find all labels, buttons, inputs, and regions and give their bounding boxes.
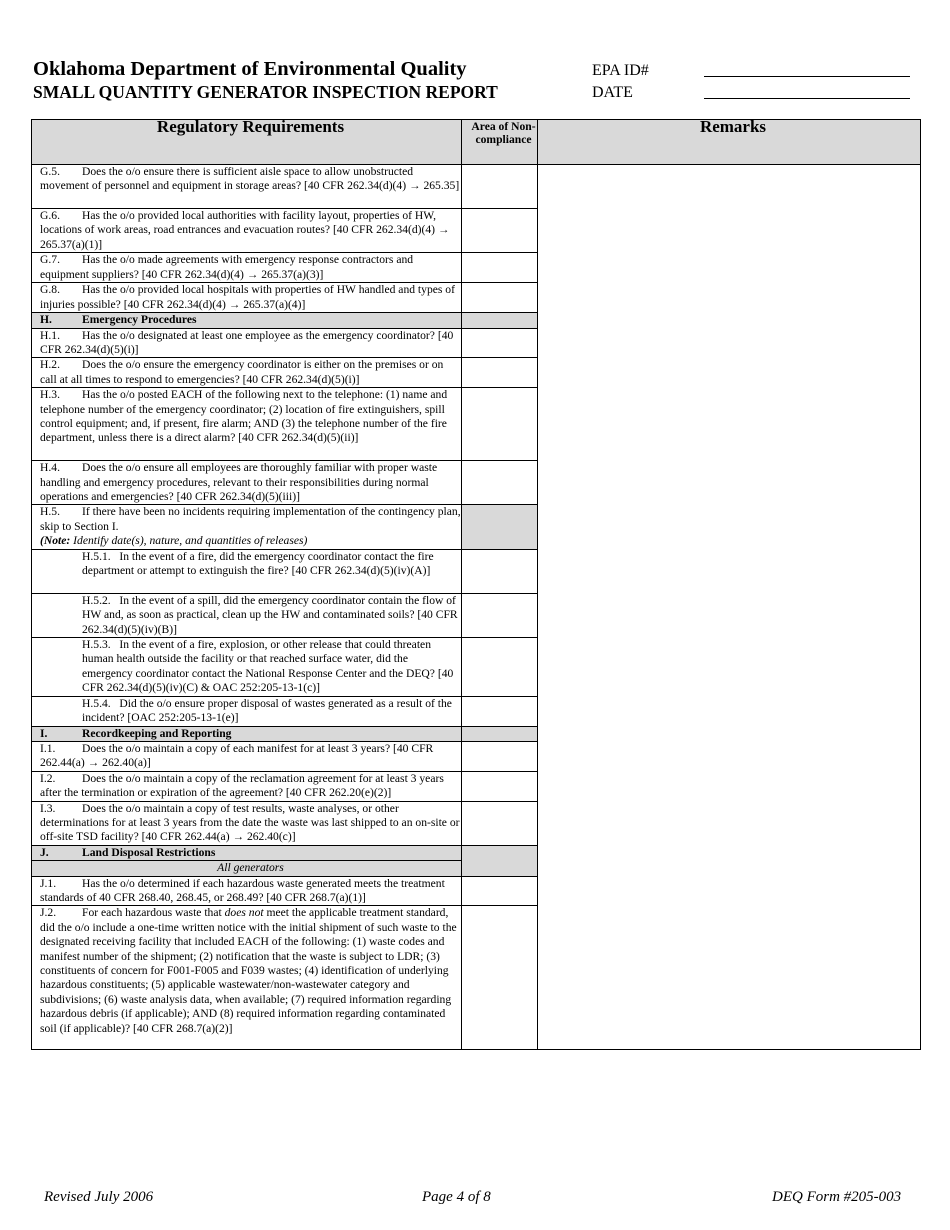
section-heading xyxy=(32,313,462,328)
note-body: Identify date(s), nature, and quantities of releases) xyxy=(73,534,308,548)
item-text: Has the o/o designated at least one employee as the emergency coordinator? [40 CFR 262.34(d)(5)(i)] xyxy=(40,328,454,357)
report-title: SMALL QUANTITY GENERATOR INSPECTION REPORT xyxy=(33,82,498,102)
section-number: H. xyxy=(40,313,52,327)
table-header-row xyxy=(32,120,921,165)
requirement-cell xyxy=(32,165,462,209)
item-number: H.5. xyxy=(40,505,60,519)
requirement-cell xyxy=(32,771,462,801)
section-number: J. xyxy=(40,845,49,859)
date-label: DATE xyxy=(592,84,633,101)
item-number: I.1. xyxy=(40,741,56,755)
item-text-emphasis: does not xyxy=(224,906,264,920)
requirement-cell xyxy=(32,253,462,283)
item-text: Does the o/o ensure the emergency coordinator is either on the premises or on call at all times to respond to emergencies? [40 CFR 262.34(d)(5)(i)] xyxy=(40,358,444,386)
requirement-cell xyxy=(32,209,462,253)
item-text: In the event of a fire, did the emergency coordinator contact the fire department or attempt to extinguish the fire? [40 CFR 262.34(d)(5)(iv)(A)] xyxy=(82,549,434,578)
item-text: Has the o/o provided local hospitals with properties of HW handled and types of injuries possible? [40 CFR 262.34(d)(4) → 265.37(a)(4)] xyxy=(40,283,455,311)
noncompliance-cell[interactable] xyxy=(462,253,538,283)
noncompliance-cell[interactable] xyxy=(462,876,538,906)
item-text: Has the o/o determined if each hazardous waste generated meets the treatment standards of 40 CFR 268.40, 268.45, or 268.49? [40 CFR 268.7(a)(1)] xyxy=(40,876,445,904)
requirement-cell xyxy=(32,637,462,696)
section-title: Recordkeeping and Reporting xyxy=(82,726,232,740)
item-number: H.4. xyxy=(40,461,60,475)
noncompliance-cell xyxy=(462,313,538,328)
footer-form-number: DEQ Form #205-003 xyxy=(772,1189,902,1205)
noncompliance-cell[interactable] xyxy=(462,358,538,388)
column-header-area: Area of Non-compliance xyxy=(462,120,538,165)
item-number: G.6. xyxy=(40,209,60,222)
epa-id-field xyxy=(592,62,912,84)
noncompliance-cell[interactable] xyxy=(462,283,538,313)
requirement-cell xyxy=(32,593,462,637)
item-text: In the event of a spill, did the emergency coordinator contain the flow of HW and, as soon as practical, clean up the HW and contaminated soils? [40 CFR 262.34(d)(5)(iv)(B)] xyxy=(82,593,458,636)
document-header xyxy=(33,58,498,103)
item-number: H.5.1. xyxy=(82,549,111,563)
column-header-remarks: Remarks xyxy=(538,120,921,165)
item-text: Did the o/o ensure proper disposal of wastes generated as a result of the incident? [OAC 252:205-13-1(e)] xyxy=(82,696,452,724)
noncompliance-cell[interactable] xyxy=(462,593,538,637)
item-text: Does the o/o maintain a copy of each manifest for at least 3 years? [40 CFR 262.44(a) → 262.40(a)] xyxy=(40,741,434,770)
requirement-cell xyxy=(32,549,462,593)
item-number: I.3. xyxy=(40,801,56,815)
item-text: If there have been no incidents requiring implementation of the contingency plan, skip to Section I. xyxy=(40,505,461,533)
item-text: Has the o/o made agreements with emergency response contractors and equipment suppliers? [40 CFR 262.34(d)(4) → 265.37(a)(3)] xyxy=(40,253,414,281)
header-fields xyxy=(592,62,912,106)
inspection-table xyxy=(31,119,921,1050)
noncompliance-cell[interactable] xyxy=(462,461,538,505)
noncompliance-cell[interactable] xyxy=(462,906,538,1050)
item-number: G.5. xyxy=(40,165,60,178)
item-number: J.2. xyxy=(40,906,57,920)
noncompliance-cell xyxy=(462,845,538,876)
section-title: Land Disposal Restrictions xyxy=(82,845,216,859)
note-text xyxy=(40,534,307,547)
item-text: Has the o/o provided local authorities with facility layout, properties of HW, locations of work areas, road entrances and evacuation routes? [40 CFR 262.34(d)(4) → 265.37(a)(1)] xyxy=(40,209,450,251)
table-row xyxy=(32,165,921,209)
column-header-requirements: Regulatory Requirements xyxy=(32,120,462,165)
noncompliance-cell[interactable] xyxy=(462,741,538,771)
item-text: Does the o/o ensure there is sufficient aisle space to allow unobstructed movement of personnel and equipment in storage areas? [40 CFR 262.34(d)(4) → 265.35] xyxy=(40,165,460,193)
requirement-cell xyxy=(32,283,462,313)
requirement-cell xyxy=(32,741,462,771)
section-heading xyxy=(32,726,462,741)
note-label: (Note: xyxy=(40,534,71,548)
item-number: H.3. xyxy=(40,388,60,402)
footer-revised: Revised July 2006 xyxy=(44,1189,154,1205)
item-number: H.1. xyxy=(40,328,60,342)
noncompliance-cell xyxy=(462,505,538,549)
epa-id-label: EPA ID# xyxy=(592,62,649,79)
item-number: G.7. xyxy=(40,253,60,267)
item-text: Does the o/o ensure all employees are thoroughly familiar with proper waste handling and emergency procedures, relevant to their responsibilities during normal operations and emergencies? [40 CFR 262.34(d)(5)(iii)] xyxy=(40,461,438,504)
section-title: Emergency Procedures xyxy=(82,313,197,327)
noncompliance-cell[interactable] xyxy=(462,165,538,209)
requirement-cell xyxy=(32,388,462,461)
noncompliance-cell[interactable] xyxy=(462,549,538,593)
requirement-cell xyxy=(32,696,462,726)
requirement-cell xyxy=(32,876,462,906)
requirement-cell xyxy=(32,906,462,1050)
item-number: G.8. xyxy=(40,283,60,297)
item-text: In the event of a fire, explosion, or other release that could threaten human health outside the facility or that reached surface water, did the emergency coordinator contact the National Response Center and the DEQ? [40 CFR 262.34(d)(5)(iv)(C) & OAC 252:205-13-1(c)] xyxy=(82,637,454,695)
requirement-cell xyxy=(32,358,462,388)
item-text-b: meet the applicable treatment standard, did the o/o include a one-time written notice with the initial shipment of such waste to the designated receiving facility that included EACH of the following: (1) waste codes and manifest number of the shipment; (2) notification that the waste is subject to LDR; (3) constituents of concern for F001-F005 and F039 wastes; (4) identification of underlying hazardous constituents; (5) applicable wastewater/non-wastewater category and subdivisions; (6) waste analysis data, when available; (7) required information regarding hazardous debris (if applicable); AND (8) required information regarding contaminated soil (if applicable)? [40 CFR 268.7(a)(2)] xyxy=(40,906,457,1035)
item-number: H.5.3. xyxy=(82,637,111,651)
requirement-cell xyxy=(32,505,462,549)
item-number: J.1. xyxy=(40,876,57,890)
requirement-cell xyxy=(32,461,462,505)
item-number: I.2. xyxy=(40,771,56,785)
item-number: H.2. xyxy=(40,358,60,372)
noncompliance-cell[interactable] xyxy=(462,637,538,696)
noncompliance-cell[interactable] xyxy=(462,328,538,358)
item-text: Does the o/o maintain a copy of the reclamation agreement for at least 3 years after the termination or expiration of the agreement? [40 CFR 262.20(e)(2)] xyxy=(40,771,444,800)
noncompliance-cell[interactable] xyxy=(462,209,538,253)
requirement-cell xyxy=(32,328,462,358)
requirement-cell xyxy=(32,801,462,845)
section-number: I. xyxy=(40,726,48,740)
date-blank[interactable] xyxy=(704,98,910,99)
noncompliance-cell[interactable] xyxy=(462,771,538,801)
item-text: Does the o/o maintain a copy of test results, waste analyses, or other determinations for at least 3 years from the date the waste was last shipped to an on-site or off-site TSD facility? [40 CFR 262.44(a) → 262.40(c)] xyxy=(40,801,460,844)
item-text-a: For each hazardous waste that xyxy=(82,906,222,920)
section-heading xyxy=(32,845,462,860)
noncompliance-cell[interactable] xyxy=(462,801,538,845)
item-number: H.5.2. xyxy=(82,593,111,607)
epa-id-blank[interactable] xyxy=(704,76,910,77)
noncompliance-cell[interactable] xyxy=(462,696,538,726)
noncompliance-cell xyxy=(462,726,538,741)
remarks-cell[interactable] xyxy=(538,165,921,1050)
item-text: Has the o/o posted EACH of the following next to the telephone: (1) name and telephone number of the emergency coordinator; (2) location of fire extinguishers, spill control equipment; and, if present, fire alarm; AND (3) the telephone number of the fire department, unless there is a direct alarm? [40 CFR 262.34(d)(5)(ii)] xyxy=(40,388,448,445)
footer-page-number: Page 4 of 8 xyxy=(422,1189,491,1205)
noncompliance-cell[interactable] xyxy=(462,388,538,461)
subsection-heading: All generators xyxy=(32,861,462,876)
agency-name: Oklahoma Department of Environmental Quality xyxy=(33,58,467,80)
item-number: H.5.4. xyxy=(82,696,111,710)
date-field xyxy=(592,84,912,106)
